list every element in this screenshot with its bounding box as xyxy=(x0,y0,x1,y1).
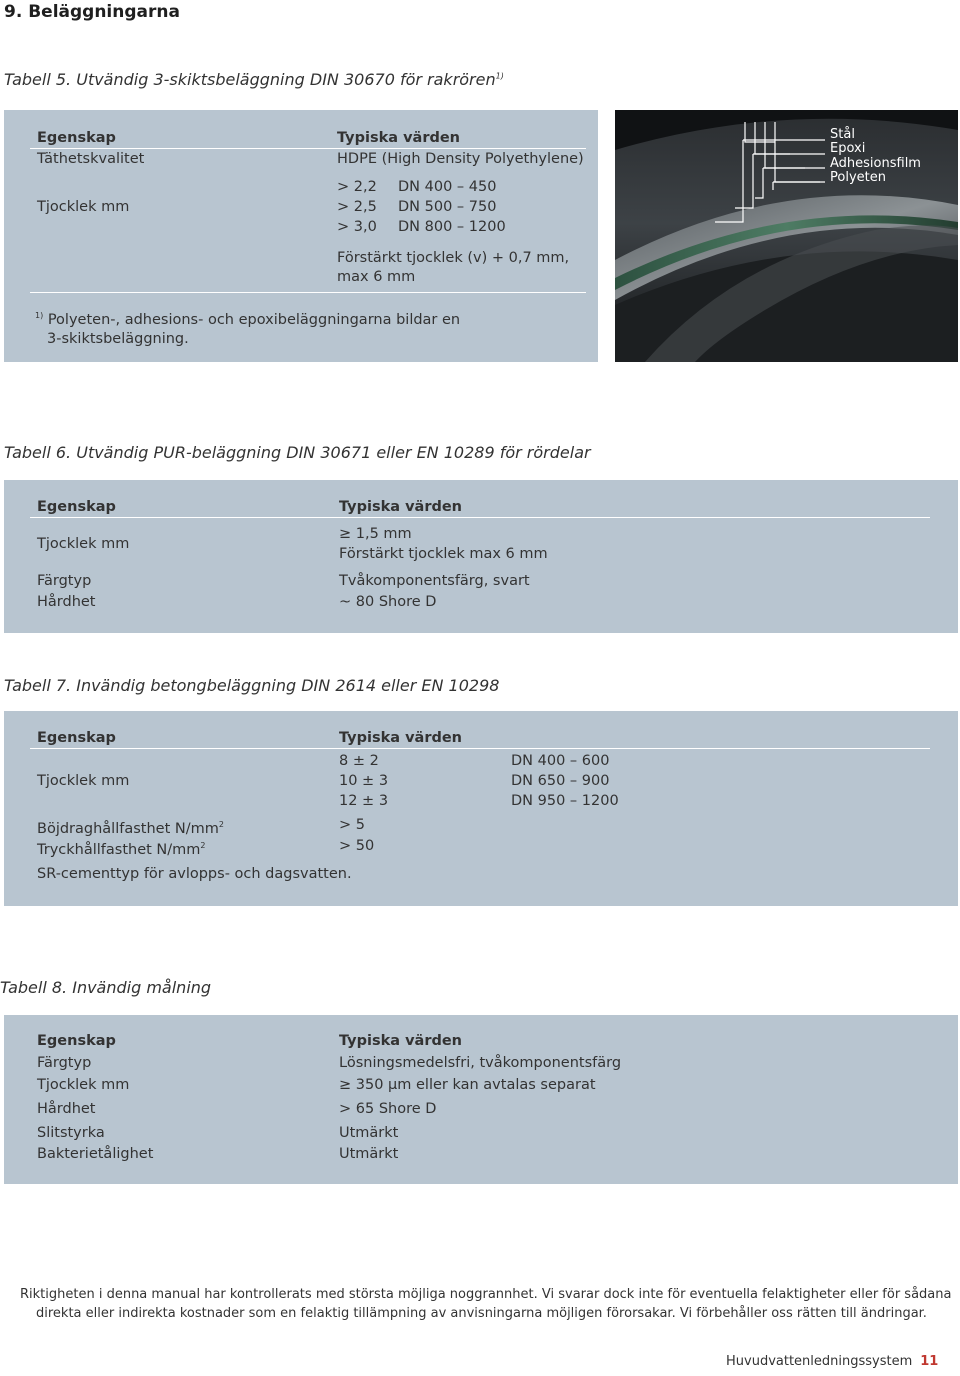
disclaimer-line2: direkta eller indirekta kostnader som en felaktig tillämpning av anvisningarna möjligen förorsakar. Vi förbehåller oss rätten till ändringar. xyxy=(36,1306,927,1321)
table6-header-rule xyxy=(30,517,930,518)
disclaimer-line1: Riktigheten i denna manual har kontrollerats med största möjliga noggrannhet. Vi svarar dock inte för eventuella felaktigheter eller för sådana xyxy=(20,1287,952,1302)
table7-head-property: Egenskap xyxy=(37,730,116,746)
table8-row4-property: Slitstyrka xyxy=(37,1125,105,1141)
table8-row3-value: > 65 Shore D xyxy=(339,1101,437,1117)
table8-row1-value: Lösningsmedelsfri, tvåkomponentsfärg xyxy=(339,1055,622,1071)
table6-row1-property: Tjocklek mm xyxy=(37,536,130,552)
table5-head-values: Typiska värden xyxy=(337,130,461,146)
table8-row4-value: Utmärkt xyxy=(339,1125,399,1141)
table7-comp-property xyxy=(37,837,205,859)
table5-row1-value: HDPE (High Density Polyethylene) xyxy=(337,151,584,167)
table8-caption: Tabell 8. Invändig målning xyxy=(0,978,212,997)
table5-head-property: Egenskap xyxy=(37,130,116,146)
table8-row3-property: Hårdhet xyxy=(37,1101,96,1117)
legend-label-steel: Stål xyxy=(830,127,855,142)
table5-footer-rule xyxy=(30,292,586,293)
table5-thickness-1-dn: DN 400 – 450 xyxy=(398,179,497,195)
table6-row3-value: Tvåkomponentsfärg, svart xyxy=(339,573,530,589)
document-name: Huvudvattenledningssystem xyxy=(726,1354,913,1369)
table5-thickness-1-val: > 2,2 xyxy=(337,179,377,195)
table7-bend-value: > 5 xyxy=(339,817,365,833)
table6-panel xyxy=(4,480,958,633)
table8-row5-value: Utmärkt xyxy=(339,1146,399,1162)
table6-row4-value: ~ 80 Shore D xyxy=(339,594,437,610)
table7-caption: Tabell 7. Invändig betongbeläggning DIN 2614 eller EN 10298 xyxy=(4,676,500,695)
table7-comp-value: > 50 xyxy=(339,838,375,854)
legend-leader-lines xyxy=(615,110,958,362)
table7-thickness-2-val: 10 ± 3 xyxy=(339,773,389,789)
legend-label-adhesion: Adhesionsfilm xyxy=(830,156,921,171)
table5-row2-property: Tjocklek mm xyxy=(37,199,130,215)
table7-thickness-3-val: 12 ± 3 xyxy=(339,793,389,809)
table5-panel xyxy=(4,110,598,362)
table5-thickness-3-dn: DN 800 – 1200 xyxy=(398,219,506,235)
page-number: 11 xyxy=(920,1354,939,1369)
table6-head-property: Egenskap xyxy=(37,499,116,515)
table6-head-values: Typiska värden xyxy=(339,499,463,515)
table7-head-values: Typiska värden xyxy=(339,730,463,746)
table5-row1-property: Täthetskvalitet xyxy=(37,151,145,167)
table8-head-values: Typiska värden xyxy=(339,1033,463,1049)
table5-reinforced-line1: Förstärkt tjocklek (v) + 0,7 mm, xyxy=(337,250,570,266)
table8-row2-value: ≥ 350 µm eller kan avtalas separat xyxy=(339,1077,596,1093)
table5-caption xyxy=(4,70,504,89)
table6-row3-property: Färgtyp xyxy=(37,573,92,589)
table7-header-rule xyxy=(30,748,930,749)
table7-comp-text: Tryckhållfasthet N/mm xyxy=(37,841,201,858)
table7-note: SR-cementtyp för avlopps- och dagsvatten. xyxy=(37,866,352,882)
table5-caption-sup: 1) xyxy=(495,71,504,81)
table5-thickness-2-val: > 2,5 xyxy=(337,199,377,215)
table7-thickness-property: Tjocklek mm xyxy=(37,773,130,789)
table7-thickness-2-dn: DN 650 – 900 xyxy=(511,773,610,789)
table6-caption: Tabell 6. Utvändig PUR-beläggning DIN 30671 eller EN 10289 för rördelar xyxy=(4,443,591,462)
table8-row1-property: Färgtyp xyxy=(37,1055,92,1071)
table8-panel xyxy=(4,1015,958,1184)
table6-row4-property: Hårdhet xyxy=(37,594,96,610)
table5-note-sup: 1) xyxy=(35,311,44,320)
table7-comp-sup: 2 xyxy=(200,841,206,850)
legend-label-epoxy: Epoxi xyxy=(830,141,866,156)
table8-head-property: Egenskap xyxy=(37,1033,116,1049)
table5-note-line2: 3-skiktsbeläggning. xyxy=(47,331,189,347)
table5-reinforced-line2: max 6 mm xyxy=(337,269,416,285)
table7-bend-property xyxy=(37,816,224,838)
table5-caption-text: Tabell 5. Utvändig 3-skiktsbeläggning DIN 30670 för rakrören xyxy=(4,70,496,89)
table5-thickness-3-val: > 3,0 xyxy=(337,219,377,235)
page-footer xyxy=(726,1354,938,1369)
section-title: 9. Beläggningarna xyxy=(4,2,180,22)
table8-row2-property: Tjocklek mm xyxy=(37,1077,130,1093)
table7-bend-text: Böjdraghållfasthet N/mm xyxy=(37,820,219,837)
table6-row1-value: ≥ 1,5 mm xyxy=(339,526,412,542)
table5-thickness-2-dn: DN 500 – 750 xyxy=(398,199,497,215)
table5-note-text: Polyeten-, adhesions- och epoxibeläggningarna bildar en xyxy=(47,311,461,328)
table7-panel xyxy=(4,711,958,906)
table7-thickness-1-val: 8 ± 2 xyxy=(339,753,379,769)
pipe-coating-photo xyxy=(615,110,958,362)
table8-row5-property: Bakterietålighet xyxy=(37,1146,154,1162)
table6-row2-value: Förstärkt tjocklek max 6 mm xyxy=(339,546,548,562)
table7-bend-sup: 2 xyxy=(218,820,224,829)
table5-note-line1 xyxy=(35,307,460,329)
table7-thickness-3-dn: DN 950 – 1200 xyxy=(511,793,619,809)
legend-label-polyethylene: Polyeten xyxy=(830,170,886,185)
table5-header-rule xyxy=(30,148,586,149)
table7-thickness-1-dn: DN 400 – 600 xyxy=(511,753,610,769)
